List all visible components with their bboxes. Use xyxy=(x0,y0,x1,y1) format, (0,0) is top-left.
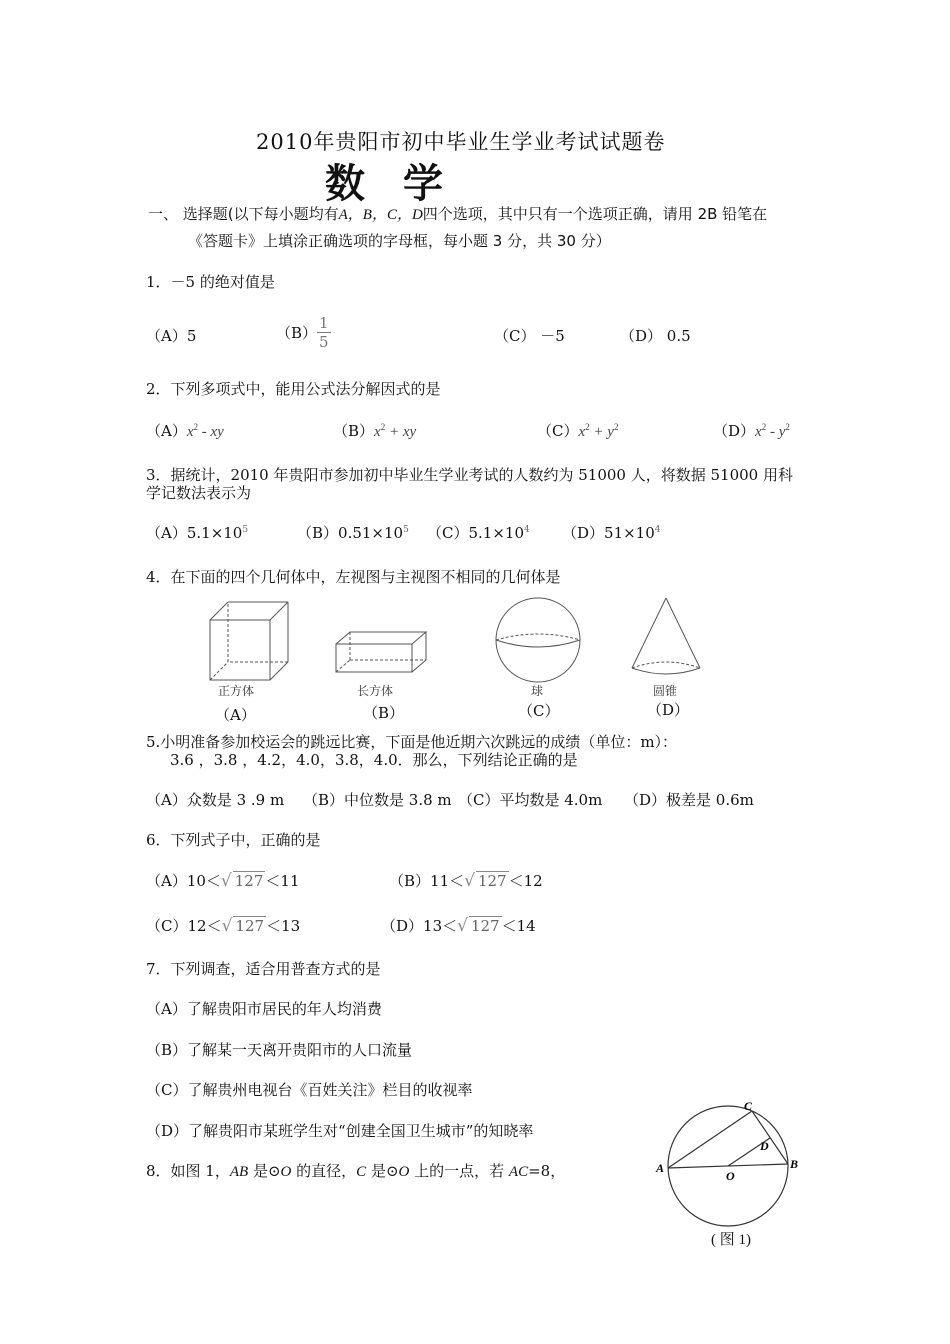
shape-label-d: 圆锥 xyxy=(653,684,678,698)
q3-stem-line2: 学记数法表示为 xyxy=(146,484,252,502)
q6-option-b xyxy=(389,870,543,891)
q6-d-post: ＜14 xyxy=(501,917,536,935)
figure1-caption: ( 图 1) xyxy=(711,1232,751,1248)
q3-stem-line1: 3．据统计，2010 年贵阳市参加初中毕业生学业考试的人数约为 51000 人，将数据 51000 用科 xyxy=(146,466,793,484)
q2-option-b xyxy=(333,420,416,441)
q2-b-sq: 2 xyxy=(380,422,386,432)
q1-fraction-num: 1 xyxy=(319,314,329,332)
section-vars: A，B，C，D xyxy=(338,207,423,223)
q6-a-post: ＜11 xyxy=(265,872,300,890)
q8-stem xyxy=(146,1160,565,1181)
q2-c-label: （C） xyxy=(537,422,579,440)
section-suffix: 四个选项，其中只有一个选项正确，请用 2B 铅笔在 xyxy=(422,205,768,223)
q3-c-exp: 4 xyxy=(524,525,530,535)
q2-d-sq2: 2 xyxy=(785,422,790,432)
q2-a-op: - xyxy=(198,424,211,440)
q2-option-c xyxy=(537,420,618,441)
q5-stem-line1: 5.小明准备参加校运会的跳远比赛，下面是他近期六次跳远的成绩（单位：m）： xyxy=(146,733,678,751)
shape-label-c: 球 xyxy=(531,684,544,698)
q4-stem: 4．在下面的四个几何体中，左视图与主视图不相同的几何体是 xyxy=(146,568,561,586)
q3-d-exp: 4 xyxy=(654,525,661,535)
q5-option-d: （D）极差是 0.6m xyxy=(624,791,754,809)
q2-c-sq: 2 xyxy=(585,422,590,432)
q8-ac: AC xyxy=(508,1164,529,1180)
q6-b-radicand: 127 xyxy=(477,872,507,890)
q6-stem: 6．下列式子中，正确的是 xyxy=(146,831,321,849)
q8-part6: =8， xyxy=(528,1162,566,1180)
q2-a-x: x xyxy=(186,424,194,440)
q2-d-expr xyxy=(755,424,790,440)
q7-option-c: （C）了解贵州电视台《百姓关注》栏目的收视率 xyxy=(146,1081,473,1099)
q6-c-radicand: 127 xyxy=(235,917,265,935)
q8-part5: 上的一点，若 xyxy=(409,1162,509,1180)
q7-option-a: （A）了解贵阳市居民的年人均消费 xyxy=(146,1000,382,1018)
q1-option-a: （A）5 xyxy=(146,327,197,345)
figure1-label-b: B xyxy=(790,1157,799,1171)
q3-a-exp: 5 xyxy=(242,525,249,535)
q5-option-a: （A）众数是 3 .9 m xyxy=(146,791,285,809)
figure1-chord-ac xyxy=(668,1111,752,1168)
q6-c-post: ＜13 xyxy=(266,917,301,935)
subject-title: 数学 xyxy=(325,161,481,207)
sphere-figure xyxy=(496,598,580,682)
q2-b-op: + xyxy=(385,424,403,440)
q1-option-d: （D） 0.5 xyxy=(620,327,691,345)
q5-stem-line2: 3.6 ，3.8 ，4.2，4.0，3.8，4.0．那么，下列结论正确的是 xyxy=(170,751,578,769)
q6-d-pre: （D）13＜ xyxy=(381,917,458,935)
q8-part4: 是⊙ xyxy=(366,1162,399,1180)
q6-option-d xyxy=(381,915,536,936)
cube-figure xyxy=(210,602,288,680)
q2-d-x: x xyxy=(755,424,762,440)
q2-stem: 2．下列多项式中，能用公式法分解因式的是 xyxy=(146,380,441,398)
q2-c-op: + xyxy=(589,424,608,440)
q2-a-expr xyxy=(187,424,224,440)
figure1-label-d: D xyxy=(760,1139,769,1153)
q3-option-a xyxy=(146,522,248,543)
q2-d-y: y xyxy=(778,424,786,440)
figure1-diagram xyxy=(656,1098,810,1228)
q2-d-label: （D） xyxy=(713,422,756,440)
q2-d-op: - xyxy=(766,424,779,440)
cuboid-figure xyxy=(336,632,426,672)
cone-figure xyxy=(632,598,700,674)
q3-option-c xyxy=(427,522,530,543)
q2-a-label: （A） xyxy=(146,422,187,440)
q7-stem: 7．下列调查，适合用普查方式的是 xyxy=(146,960,381,978)
q2-b-label: （B） xyxy=(333,422,375,440)
q6-b-pre: （B）11＜ xyxy=(389,872,465,890)
section-instructions-line2: 《答题卡》上填涂正确选项的字母框，每小题 3 分，共 30 分） xyxy=(188,232,611,250)
q3-option-b xyxy=(297,522,409,543)
q2-c-x: x xyxy=(578,424,586,440)
q6-a-radicand: 127 xyxy=(234,872,264,890)
q6-option-a xyxy=(146,870,300,891)
q6-b-post: ＜12 xyxy=(508,872,543,890)
q8-o2: O xyxy=(398,1164,410,1180)
q6-d-radical-icon: √ xyxy=(457,916,468,936)
q1-fraction xyxy=(317,314,331,351)
figure1-chord-cb xyxy=(752,1111,788,1164)
q2-option-a xyxy=(146,420,224,441)
q6-a-radical-icon: √ xyxy=(220,871,232,891)
figure1-label-a: A xyxy=(656,1161,665,1175)
q7-option-d: （D）了解贵阳市某班学生对“创建全国卫生城市”的知晓率 xyxy=(146,1122,534,1140)
q8-part3: 的直径， xyxy=(291,1162,357,1180)
exam-title: 2010年贵阳市初中毕业生学业考试试题卷 xyxy=(256,130,666,154)
q4-option-a: （A） xyxy=(215,706,256,724)
q3-a-text: （A）5.1×10 xyxy=(146,524,243,542)
q6-option-c xyxy=(146,915,300,936)
q3-d-text: （D）51×10 xyxy=(562,524,655,542)
q2-a-sq: 2 xyxy=(193,422,199,432)
q2-option-d xyxy=(713,420,790,441)
q6-c-radical-icon: √ xyxy=(221,916,233,936)
q2-c-sq2: 2 xyxy=(613,422,619,432)
q1-option-c: （C） －5 xyxy=(494,327,565,345)
q2-b-x: x xyxy=(374,424,381,440)
q5-option-c: （C）平均数是 4.0m xyxy=(458,791,603,809)
q1-fraction-den: 5 xyxy=(319,333,329,351)
section-prefix: 一、 选择题(以下每小题均有 xyxy=(148,205,339,223)
figure1-label-c: C xyxy=(744,1099,753,1113)
section-instructions-line1 xyxy=(148,203,767,224)
q2-c-y: y xyxy=(607,424,614,440)
q8-part2: 是⊙ xyxy=(248,1162,281,1180)
q6-a-pre: （A）10＜ xyxy=(146,872,221,890)
q4-option-d: （D） xyxy=(647,701,690,719)
q6-c-pre: （C）12＜ xyxy=(146,917,222,935)
q3-b-exp: 5 xyxy=(403,525,409,535)
q8-part1: 8．如图 1， xyxy=(146,1162,230,1180)
q2-d-sq: 2 xyxy=(761,422,767,432)
q1-option-b-label: （B） xyxy=(276,324,318,342)
q3-option-d xyxy=(562,522,661,543)
q1-stem: 1．－5 的绝对值是 xyxy=(146,273,275,291)
q8-c: C xyxy=(356,1164,367,1180)
q2-c-expr xyxy=(578,424,618,440)
shape-label-b: 长方体 xyxy=(357,684,394,698)
figure1-label-o: O xyxy=(726,1169,735,1183)
shape-label-a: 正方体 xyxy=(218,684,255,698)
q2-b-xy: xy xyxy=(402,424,417,440)
q4-figures xyxy=(200,590,720,702)
q6-b-radical-icon: √ xyxy=(464,871,475,891)
q1-option-b xyxy=(276,314,331,351)
q3-b-text: （B）0.51×10 xyxy=(297,524,404,542)
q5-option-b: （B）中位数是 3.8 m xyxy=(303,791,452,809)
q2-b-expr xyxy=(374,424,416,440)
q4-option-b: （B） xyxy=(363,704,405,722)
q3-c-text: （C）5.1×10 xyxy=(427,524,524,542)
q8-ab: AB xyxy=(229,1164,249,1180)
q6-d-radicand: 127 xyxy=(470,917,500,935)
q7-option-b: （B）了解某一天离开贵阳市的人口流量 xyxy=(146,1041,413,1059)
q8-o1: O xyxy=(280,1164,292,1180)
q4-option-c: （C） xyxy=(518,702,560,720)
q2-a-xy: xy xyxy=(210,424,224,440)
